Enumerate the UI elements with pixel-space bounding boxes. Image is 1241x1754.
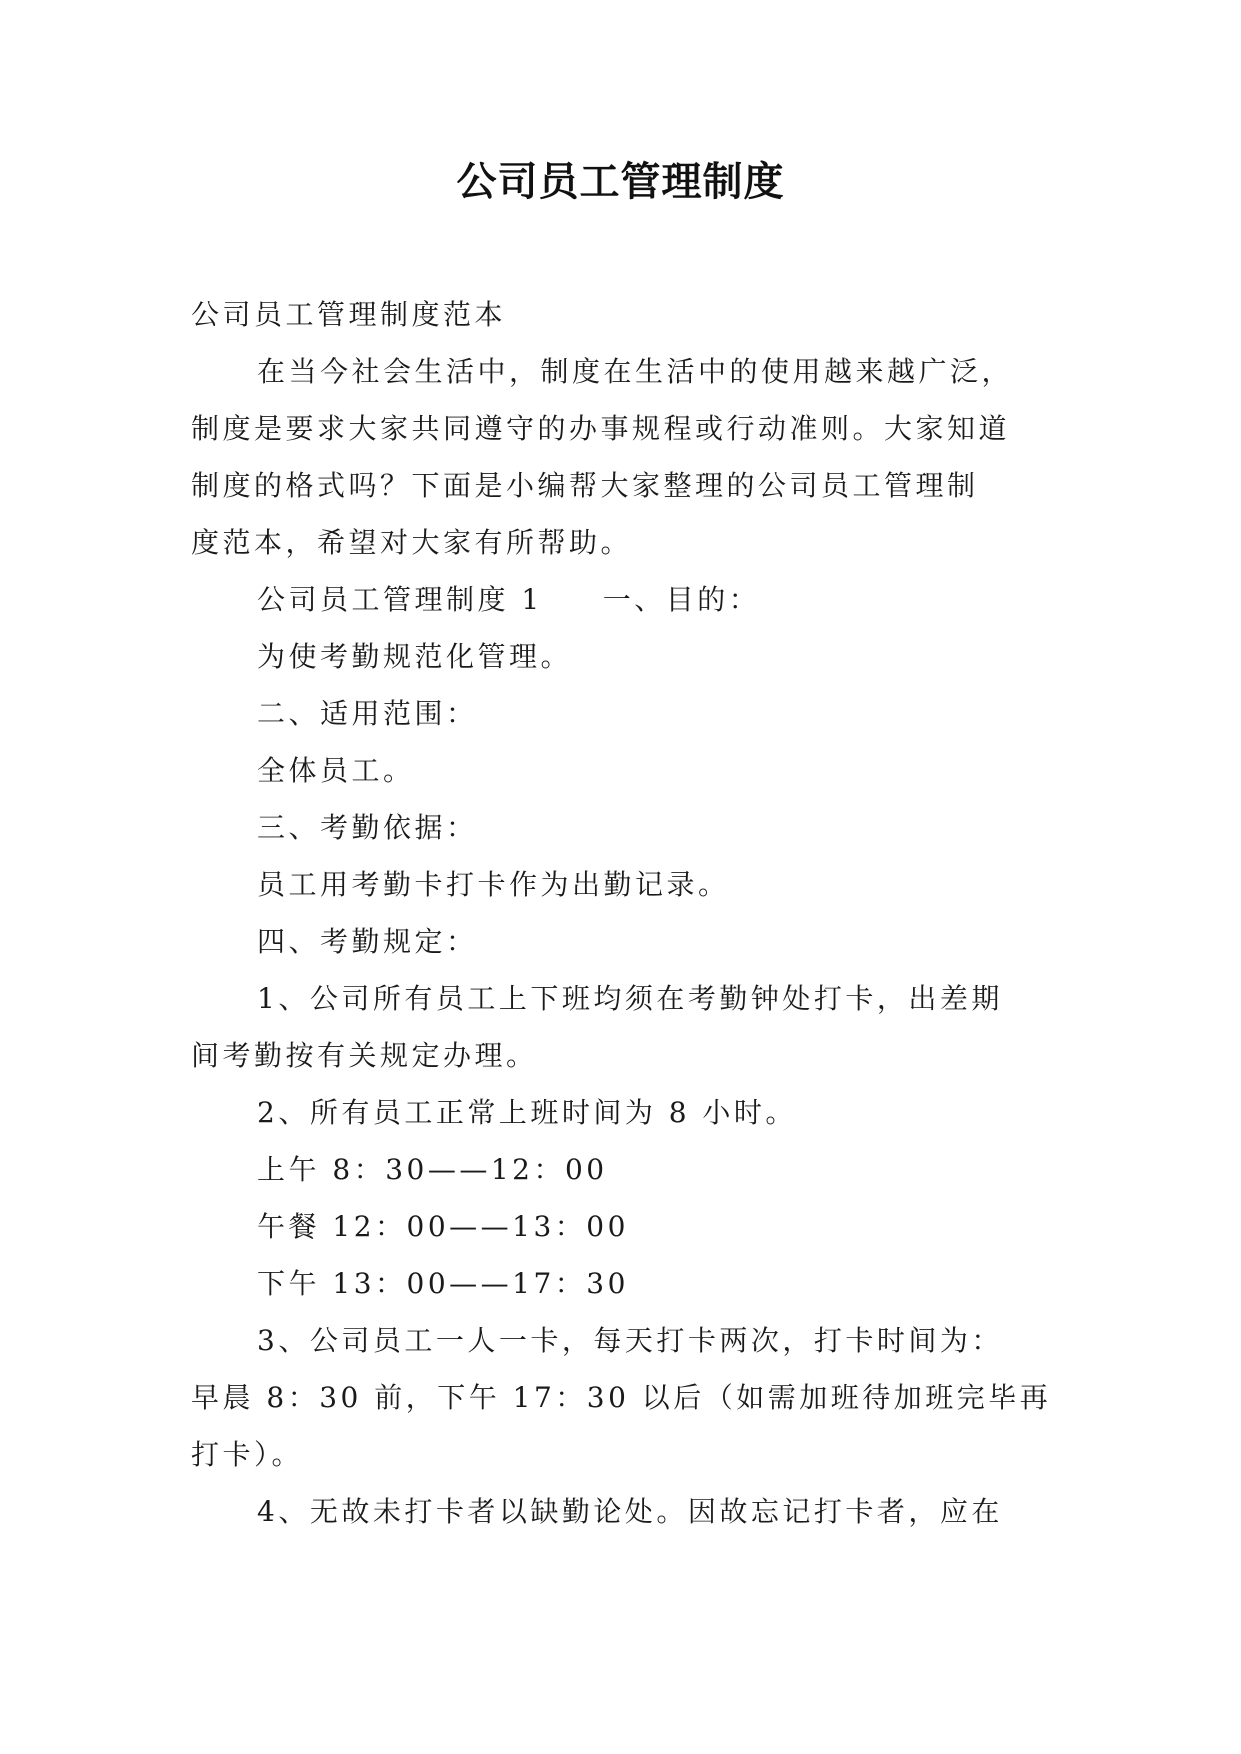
- schedule-afternoon: 下午 13：00——17：30: [257, 1267, 629, 1300]
- rule-3-line-3: 打卡）。: [191, 1438, 304, 1471]
- schedule-morning: 上午 8：30——12：00: [257, 1153, 608, 1186]
- rule-3-line-1: 3、公司员工一人一卡，每天打卡两次，打卡时间为：: [257, 1324, 1003, 1357]
- document-title: 公司员工管理制度: [456, 159, 785, 205]
- purpose-text: 为使考勤规范化管理。: [257, 640, 573, 673]
- purpose-heading: 一、目的：: [602, 583, 761, 616]
- intro-line-1: 在当今社会生活中，制度在生活中的使用越来越广泛，: [257, 355, 1014, 388]
- basis-heading: 三、考勤依据：: [257, 811, 478, 844]
- basis-text: 员工用考勤卡打卡作为出勤记录。: [257, 868, 730, 901]
- rule-3-line-2: 早晨 8：30 前，下午 17：30 以后（如需加班待加班完毕再: [191, 1381, 1052, 1414]
- rule-1-line-1: 1、公司所有员工上下班均须在考勤钟处打卡，出差期: [257, 982, 1003, 1015]
- rules-heading: 四、考勤规定：: [257, 925, 478, 958]
- rule-1-line-2: 间考勤按有关规定办理。: [191, 1039, 538, 1072]
- scope-text: 全体员工。: [257, 754, 415, 787]
- section-name: 公司员工管理制度 1: [257, 583, 543, 616]
- rule-4-line-1: 4、无故未打卡者以缺勤论处。因故忘记打卡者，应在: [257, 1495, 1003, 1528]
- rule-2: 2、所有员工正常上班时间为 8 小时。: [257, 1096, 797, 1129]
- schedule-lunch: 午餐 12：00——13：00: [257, 1210, 629, 1243]
- section-heading-line: [191, 571, 1051, 628]
- intro-line-2: 制度是要求大家共同遵守的办事规程或行动准则。大家知道: [191, 412, 1011, 445]
- intro-line-3: 制度的格式吗？下面是小编帮大家整理的公司员工管理制: [191, 469, 979, 502]
- document-body: [191, 286, 1051, 1540]
- subtitle-line: 公司员工管理制度范本: [191, 298, 507, 331]
- scope-heading: 二、适用范围：: [257, 697, 478, 730]
- intro-line-4: 度范本，希望对大家有所帮助。: [191, 526, 633, 559]
